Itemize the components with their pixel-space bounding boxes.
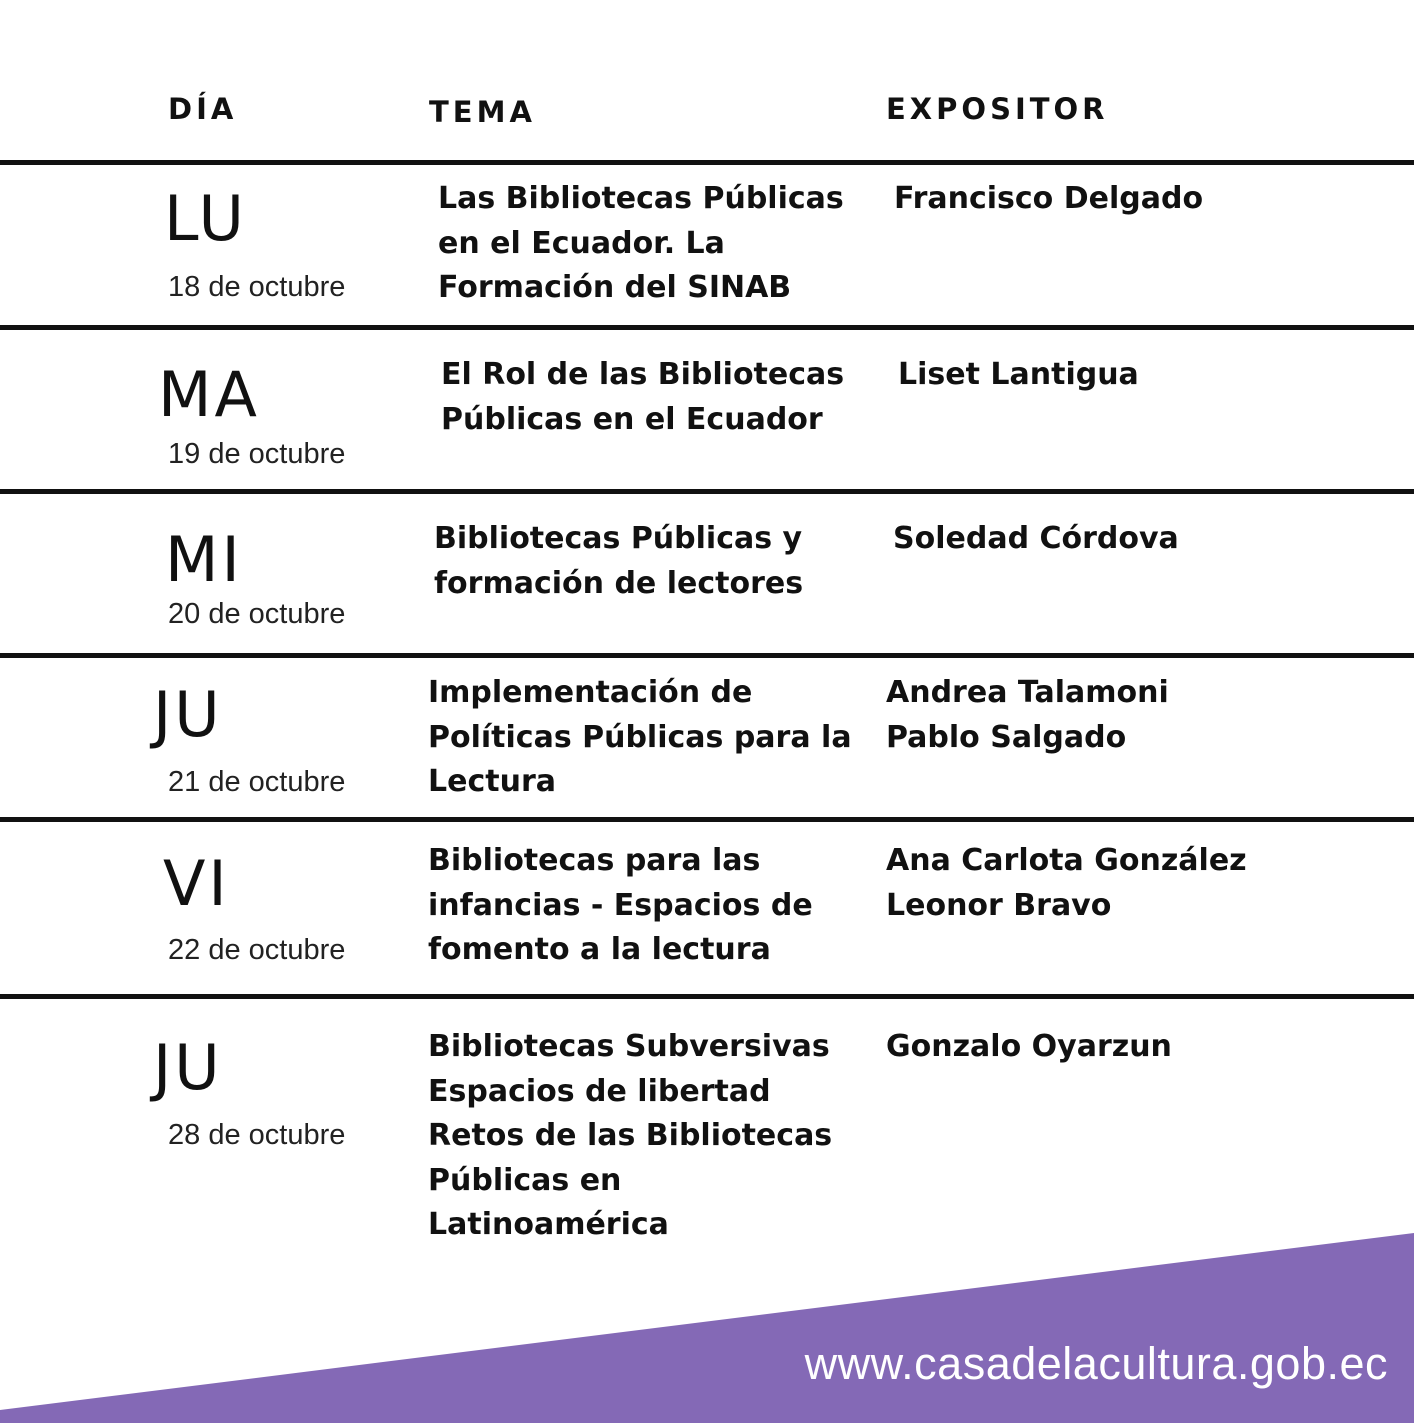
row-topic: Implementación de Políticas Públicas para la Lectura [428, 675, 852, 799]
footer-url-link[interactable]: www.casadelacultura.gob.ec [804, 1338, 1388, 1389]
row-speaker: Andrea Talamoni Pablo Salgado [886, 675, 1169, 755]
row-date: 20 de octubre [168, 598, 346, 630]
row-speaker: Francisco Delgado [894, 181, 1204, 216]
row-day-abbrev: VI [163, 847, 230, 920]
row-date: 18 de octubre [168, 271, 346, 303]
row-topic: Las Bibliotecas Públicas en el Ecuador. La Formación del SINAB [438, 181, 844, 305]
header-topic: TEMA [429, 95, 536, 129]
row-day-abbrev: MI [165, 523, 243, 596]
row-date: 19 de octubre [168, 438, 346, 470]
header-day: DÍA [168, 92, 238, 126]
row-date: 22 de octubre [168, 934, 346, 966]
row-day-abbrev: JU [153, 678, 223, 751]
row-topic: Bibliotecas Públicas y formación de lectores [434, 521, 804, 601]
row-speaker: Soledad Córdova [893, 521, 1179, 556]
row-day-abbrev: MA [158, 358, 260, 431]
footer-band-shape [0, 1233, 1414, 1423]
row-day-abbrev: JU [153, 1031, 223, 1104]
header-speaker: EXPOSITOR [886, 92, 1109, 126]
row-topic: Bibliotecas para las infancias - Espacios de fomento a la lectura [428, 843, 813, 967]
row-speaker: Ana Carlota González Leonor Bravo [886, 843, 1247, 923]
row-speaker: Gonzalo Oyarzun [886, 1029, 1172, 1064]
row-topic: Bibliotecas Subversivas Espacios de libertad Retos de las Bibliotecas Públicas en Latinoamérica [428, 1029, 833, 1242]
row-day-abbrev: LU [164, 182, 247, 255]
row-date: 21 de octubre [168, 766, 346, 798]
row-speaker: Liset Lantigua [898, 357, 1139, 392]
row-topic: El Rol de las Bibliotecas Públicas en el Ecuador [441, 357, 845, 437]
row-date: 28 de octubre [168, 1119, 346, 1151]
